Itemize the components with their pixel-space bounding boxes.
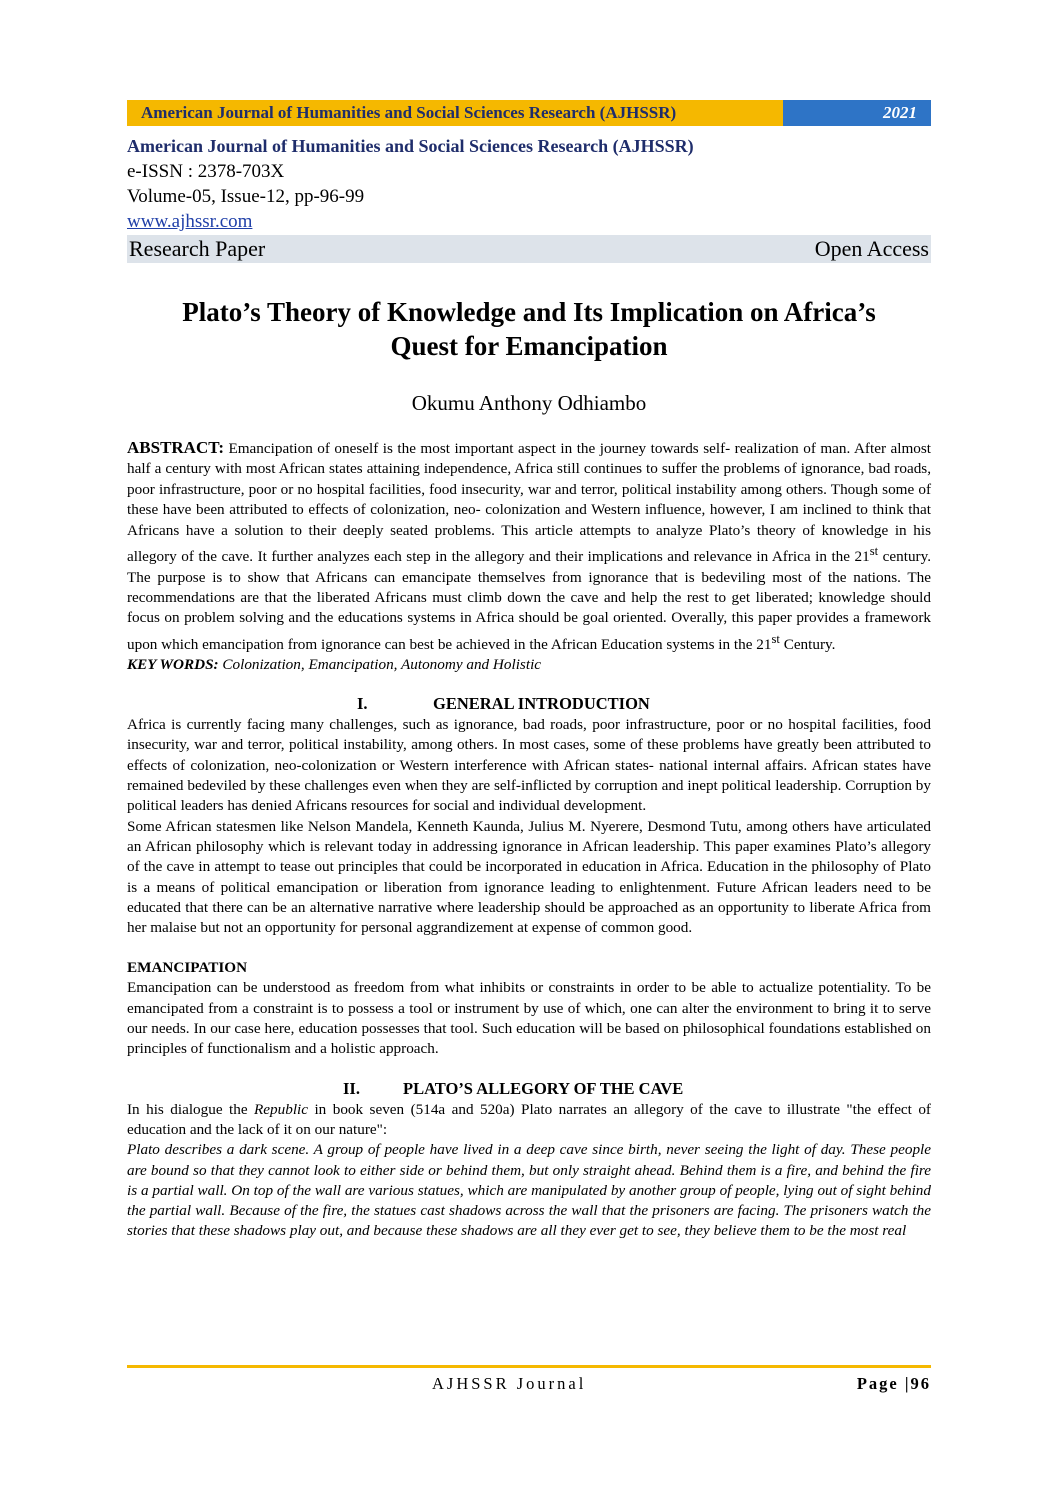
abstract-superscript-2: st [771, 631, 780, 646]
keywords-text: Colonization, Emancipation, Autonomy and Holistic [218, 656, 542, 674]
running-header [127, 100, 931, 126]
section-2-heading [127, 1078, 931, 1100]
paper-type-bar [127, 235, 931, 263]
section-2-text-start: In his dialogue the [127, 1100, 255, 1118]
abstract-text-3: Century. [779, 635, 836, 653]
volume-info: Volume-05, Issue-12, pp-96-99 [127, 186, 365, 207]
section-2-paragraph [127, 1100, 931, 1141]
allegory-quote: Plato describes a dark scene. A group of people have lived in a deep cave since birth, never seeing the light of day. These people are bound so that they cannot look to either side or behind them, but only straight ahead. Behind them is a fire, and behind the fire is a partial wall. On top of the wall are various statues, which are manipulated by another group of people, lying out of sight behind the partial wall. Because of the fire, the statues cast shadows across the wall that the prisoners are facing. The prisoners watch the stories that these shadows play out, and because these shadows are all they ever get to see, they believe them to be the most real [127, 1141, 931, 1240]
section-1-title: GENERAL INTRODUCTION [433, 694, 650, 714]
abstract [127, 438, 931, 655]
abstract-text-1: Emancipation of oneself is the most important aspect in the journey towards self- realization of man. After almost half a century with most African states attaining independence, Africa still continues to suffer the problems of ignorance, bad roads, poor infrastructure, poor or no hospital facilities, food insecurity, war and terror, political instability among others. Though some of these have been attributed to effects of colonization, neo- colonization and Western influence, however, I am inclined to think that Africans have a solution to their deeply seated problems. This article attempts to analyze Plato’s theory of knowledge in his allegory of the cave. It further analyzes each step in the allegory and their implications and relevance in Africa in the 21 [127, 440, 931, 566]
title-line-2: Quest for Emancipation [390, 331, 668, 361]
paper-type: Research Paper [129, 236, 266, 261]
page-content [127, 100, 931, 1242]
section-2-title: PLATO’S ALLEGORY OF THE CAVE [403, 1078, 684, 1098]
emancipation-heading: EMANCIPATION [127, 959, 248, 977]
section-2-text-end: in book seven (514a and 520a) Plato narrates an allegory of the cave to illustrate "the effect of education and the lack of it on our nature": [127, 1100, 931, 1138]
journal-info [127, 134, 931, 263]
issn: e-ISSN : 2378-703X [127, 161, 285, 182]
journal-website-link[interactable]: www.ajhssr.com [127, 211, 253, 232]
section-1-paragraph-2: Some African statesmen like Nelson Mandela, Kenneth Kaunda, Julius M. Nyerere, Desmond Tutu, among others have articulated an African philosophy which is relevant today in addressing ignorance in African leadership. This paper examines Plato’s allegory of the cave in attempt to tease out principles that could be incorporated in education in Africa. Education in the philosophy of Plato is a means of political emancipation or liberation from ignorance leading to enlightenment. Future African leaders need to be educated that there can be an alternative narrative where leadership should be approached as an opportunity to liberate Africa from her malaise but not an opportunity for personal aggrandizement at expense of common good. [127, 817, 931, 937]
author-name: Okumu Anthony Odhiambo [411, 391, 647, 415]
section-1-number: I. [357, 694, 368, 714]
abstract-text-2: century. The purpose is to show that Africans can emancipate themselves from ignorance that is bedeviling most of the nations. The recommendations are that the liberated Africans must climb down the cave and help the rest to get liberated; knowledge should focus on problem solving and the educations systems in Africa should be goal oriented. Overally, this paper provides a framework upon which emancipation from ignorance can best be achieved in the African Education systems in the 21 [127, 548, 931, 653]
section-1-heading [127, 693, 931, 715]
section-2-number: II. [343, 1078, 360, 1098]
abstract-label: ABSTRACT: [127, 438, 224, 457]
header-year: 2021 [783, 100, 931, 126]
journal-name: American Journal of Humanities and Social Sciences Research (AJHSSR) [127, 136, 694, 156]
emancipation-paragraph: Emancipation can be understood as freedom from what inhibits or constraints in order to be able to actualize potentiality. To be emancipated from a constraint is to possess a tool or instrument by use of which, one can alter the environment to bring it to serve our needs. In our case here, education possesses that tool. Such education will be based on philosophical foundations established on principles of functionalism and a holistic approach. [127, 979, 931, 1058]
footer-journal: AJHSSR Journal [432, 1374, 587, 1393]
access-type: Open Access [814, 236, 929, 261]
paper-title [127, 295, 931, 363]
republic-title: Republic [254, 1100, 309, 1118]
section-1-paragraph-1: Africa is currently facing many challenges, such as ignorance, bad roads, poor infrastructure, poor or no hospital facilities, food insecurity, war and terror, political instability, among others. In most cases, some of these problems have greatly been attributed to effects of colonization, neo-colonization or Western interference with African states- national internal affairs. African states have remained bedeviled by these challenges even when they are self-inflicted by corruption and inept political leadership. Corruption by political leaders has denied Africans resources for social and individual development. [127, 716, 931, 815]
page-footer [127, 1365, 931, 1393]
keywords [127, 655, 931, 675]
title-line-1: Plato’s Theory of Knowledge and Its Implication on Africa’s [182, 297, 876, 327]
header-journal-name: American Journal of Humanities and Social Sciences Research (AJHSSR) [127, 100, 783, 126]
keywords-label: KEY WORDS: [127, 656, 219, 674]
abstract-superscript-1: st [869, 544, 879, 559]
footer-page-number: Page |96 [856, 1374, 931, 1393]
